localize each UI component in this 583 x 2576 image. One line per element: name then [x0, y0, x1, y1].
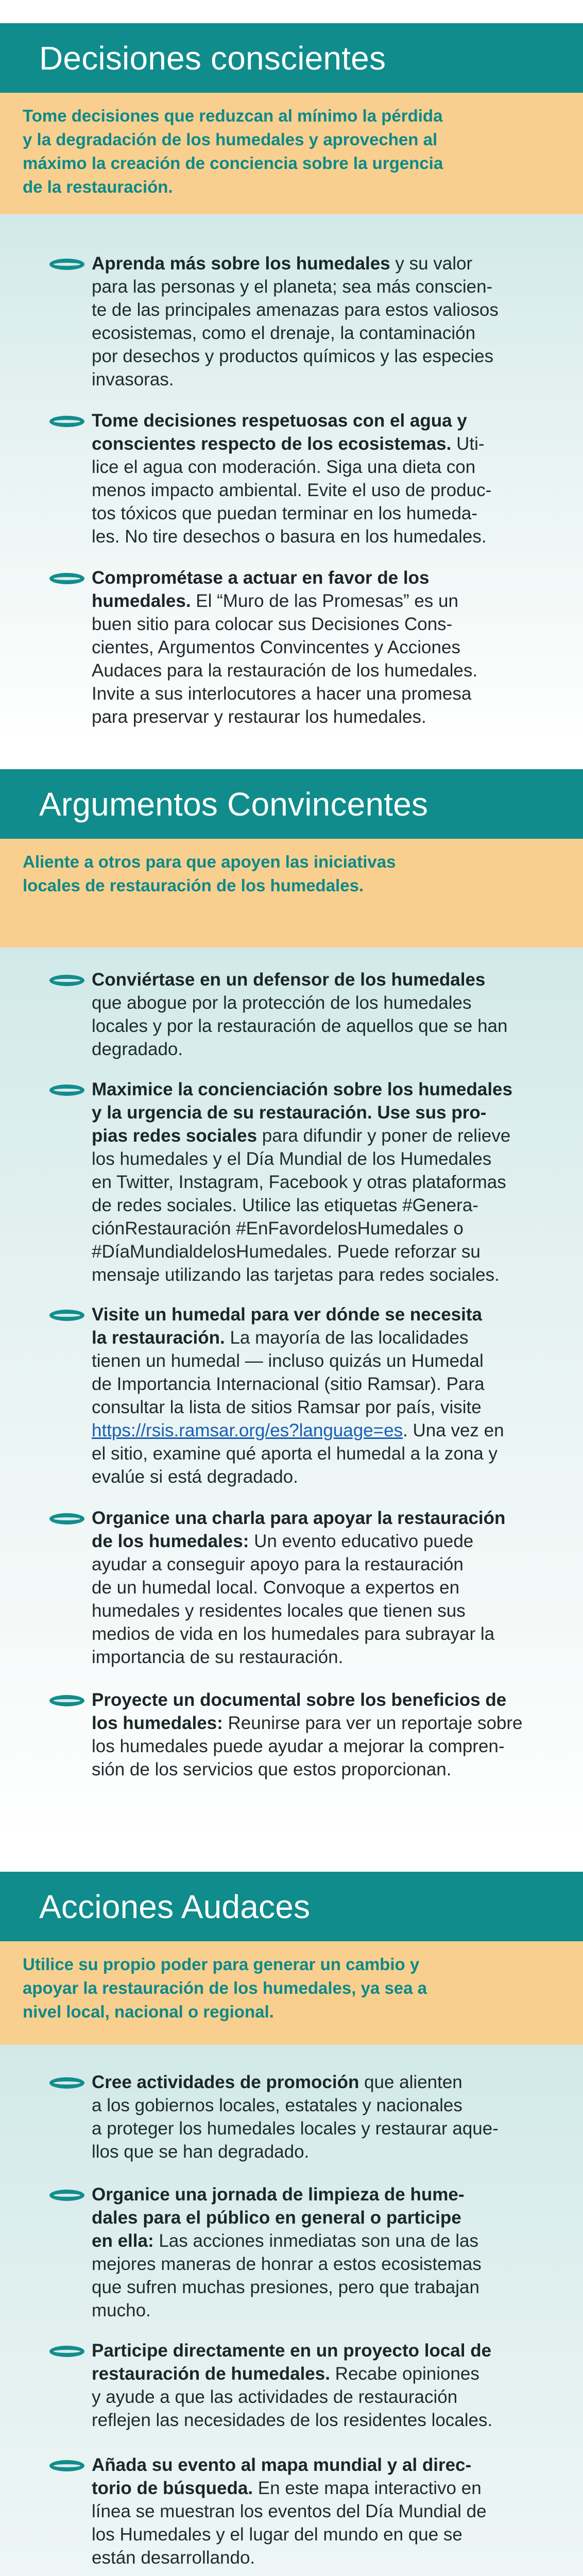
bullet-icon: [49, 2460, 84, 2471]
plain-phrase: Uti-: [451, 434, 485, 454]
text-line: [92, 705, 565, 728]
text-line: [92, 2229, 565, 2252]
plain-phrase: lice el agua con moderación. Siga una dieta con: [92, 457, 476, 477]
section-header: [0, 23, 583, 93]
text-line: [92, 2477, 565, 2500]
plain-phrase: para las personas y el planeta; sea más conscien-: [92, 277, 493, 297]
item-text: [92, 1506, 565, 1669]
plain-phrase: El “Muro de las Promesas” es un: [191, 591, 458, 611]
bold-phrase: en ella:: [92, 2231, 154, 2251]
plain-phrase: a los gobiernos locales, estatales y nacionales: [92, 2095, 462, 2115]
bullet-icon: [49, 259, 84, 270]
item-text: [92, 566, 565, 728]
plain-phrase: mensaje utilizando las tarjetas para redes sociales.: [92, 1265, 500, 1285]
plain-phrase: tos tóxicos que puedan terminar en los humeda-: [92, 503, 478, 523]
plain-phrase: ayudar a conseguir apoyo para la restauración: [92, 1554, 464, 1574]
text-line: [92, 1396, 565, 1419]
text-line: [92, 1465, 565, 1488]
text-line: [92, 2339, 565, 2362]
intro-line: de la restauración.: [23, 177, 173, 196]
text-line: [92, 2523, 565, 2546]
text-line: [92, 1530, 565, 1553]
plain-phrase: de un humedal local. Convoque a expertos en: [92, 1578, 460, 1598]
text-line: [92, 2362, 565, 2385]
plain-phrase: por desechos y productos químicos y las especies: [92, 346, 494, 366]
plain-phrase: que abogue por la protección de los humedales: [92, 993, 472, 1013]
section-decisiones: [0, 23, 583, 739]
bold-phrase: Comprométase a actuar en favor de los: [92, 568, 430, 588]
section-body: [0, 214, 583, 739]
intro-line: Tome decisiones que reduzcan al mínimo la pérdida: [23, 106, 443, 125]
plain-phrase: Recabe opiniones: [330, 2364, 479, 2384]
text-line: [92, 1576, 565, 1599]
plain-phrase: #DíaMundialdelosHumedales. Puede reforzar su: [92, 1242, 481, 1262]
plain-phrase: medios de vida en los humedales para subrayar la: [92, 1624, 495, 1644]
text-line: [92, 1622, 565, 1646]
plain-phrase: Reunirse para ver un reportaje sobre: [222, 1713, 523, 1733]
text-line: [92, 275, 565, 298]
bold-phrase: Aprenda más sobre los humedales: [92, 253, 390, 274]
plain-phrase: Invite a sus interlocutores a hacer una promesa: [92, 684, 472, 704]
section-body: [0, 947, 583, 1843]
intro-line: locales de restauración de los humedales.: [23, 876, 364, 895]
text-line: [92, 409, 565, 432]
text-line: [92, 991, 565, 1014]
text-line: [92, 2409, 565, 2432]
bold-phrase: Añada su evento al mapa mundial y al direc-: [92, 2455, 472, 2475]
text-line: [92, 1735, 565, 1758]
plain-phrase: sión de los servicios que estos proporcionan.: [92, 1759, 452, 1780]
plain-phrase: degradado.: [92, 1039, 183, 1059]
plain-phrase: La mayoría de las localidades: [225, 1328, 469, 1348]
plain-phrase: te de las principales amenazas para estos valiosos: [92, 300, 499, 320]
section-intro: [0, 1941, 583, 2045]
section-header: [0, 1872, 583, 1941]
text-line: [92, 1038, 565, 1061]
bullet-icon: [49, 573, 84, 584]
text-line: [92, 2094, 565, 2117]
plain-phrase: el sitio, examine qué aporta el humedal a la zona y: [92, 1444, 498, 1464]
text-line: [92, 2299, 565, 2322]
text-line: [92, 566, 565, 589]
text-line: [92, 525, 565, 548]
bullet-icon: [49, 1084, 84, 1096]
section-header: [0, 769, 583, 839]
plain-phrase: a proteger los humedales locales y restaurar aque-: [92, 2119, 499, 2139]
item-text: [92, 2183, 565, 2322]
text-line: [92, 1326, 565, 1349]
bold-phrase: Organice una charla para apoyar la restauración: [92, 1508, 506, 1528]
bold-phrase: Visite un humedal para ver dónde se necesita: [92, 1304, 482, 1325]
text-line: [92, 1217, 565, 1240]
text-line: [92, 502, 565, 525]
text-line: [92, 2500, 565, 2523]
bold-phrase: conscientes respecto de los ecosistemas.: [92, 434, 452, 454]
bold-phrase: Maximice la concienciación sobre los humedales: [92, 1079, 512, 1099]
plain-phrase: y su valor: [390, 253, 473, 274]
bold-phrase: torio de búsqueda.: [92, 2478, 253, 2498]
text-line: [92, 1419, 565, 1442]
text-line: [92, 2071, 565, 2094]
plain-phrase: cientes, Argumentos Convincentes y Acciones: [92, 637, 460, 657]
bullet-icon: [49, 2346, 84, 2357]
bold-phrase: los humedales:: [92, 1713, 223, 1733]
text-line: [92, 1758, 565, 1781]
bullet-icon: [49, 1513, 84, 1524]
plain-phrase: reflejen las necesidades de los residentes locales.: [92, 2410, 493, 2430]
plain-phrase: para difundir y poner de relieve: [257, 1126, 511, 1146]
bold-phrase: Conviértase en un defensor de los humedales: [92, 970, 486, 990]
text-line: [92, 1014, 565, 1038]
section-intro: [0, 93, 583, 214]
text-line: [92, 1646, 565, 1669]
text-line: [92, 1506, 565, 1530]
text-line: [92, 1124, 565, 1147]
bold-phrase: dales para el público en general o participe: [92, 2208, 461, 2228]
text-line: [92, 479, 565, 502]
text-line: [92, 298, 565, 321]
text-line: [92, 321, 565, 345]
bullet-icon: [49, 416, 84, 427]
plain-phrase: llos que se han degradado.: [92, 2142, 310, 2162]
plain-phrase: mejores maneras de honrar a estos ecosistemas: [92, 2254, 482, 2274]
item-text: [92, 252, 565, 391]
plain-phrase: en Twitter, Instagram, Facebook y otras plataformas: [92, 1172, 506, 1192]
bold-phrase: de los humedales:: [92, 1531, 249, 1551]
item-text: [92, 2071, 565, 2163]
plain-phrase: buen sitio para colocar sus Decisiones Cons-: [92, 614, 453, 634]
text-line: [92, 252, 565, 275]
plain-phrase: invasoras.: [92, 369, 174, 389]
text-line: [92, 432, 565, 455]
text-line: [92, 589, 565, 613]
text-line: [92, 368, 565, 391]
intro-line: Aliente a otros para que apoyen las iniciativas: [23, 852, 396, 871]
bullet-icon: [49, 2190, 84, 2201]
text-line: [92, 455, 565, 479]
text-line: [92, 2276, 565, 2299]
plain-phrase: mucho.: [92, 2300, 151, 2320]
plain-phrase: evalúe si está degradado.: [92, 1467, 298, 1487]
plain-phrase: y ayude a que las actividades de restauración: [92, 2387, 458, 2407]
text-line: [92, 2183, 565, 2206]
bullet-icon: [49, 975, 84, 986]
intro-line: apoyar la restauración de los humedales, ya sea a: [23, 1978, 427, 1997]
item-text: [92, 1303, 565, 1488]
plain-phrase: ciónRestauración #EnFavordelosHumedales o: [92, 1218, 464, 1239]
ramsar-link[interactable]: https://rsis.ramsar.org/es?language=es: [92, 1420, 403, 1440]
plain-phrase: los Humedales y el lugar del mundo en que se: [92, 2524, 462, 2545]
section-body: [0, 2045, 583, 2576]
plain-phrase: menos impacto ambiental. Evite el uso de produc-: [92, 480, 492, 500]
plain-phrase: consultar la lista de sitios Ramsar por país, visite: [92, 1397, 482, 1417]
plain-phrase: locales y por la restauración de aquellos que se han: [92, 1016, 508, 1036]
text-line: [92, 2385, 565, 2409]
text-line: [92, 1263, 565, 1286]
text-line: [92, 2453, 565, 2477]
text-line: [92, 1171, 565, 1194]
item-text: [92, 1688, 565, 1781]
bold-phrase: la restauración.: [92, 1328, 225, 1348]
plain-phrase: que sufren muchas presiones, pero que trabajan: [92, 2277, 479, 2297]
plain-phrase: tienen un humedal — incluso quizás un Humedal: [92, 1351, 484, 1371]
text-line: [92, 2546, 565, 2569]
bold-phrase: humedales.: [92, 591, 191, 611]
text-line: [92, 659, 565, 682]
bold-phrase: pias redes sociales: [92, 1126, 258, 1146]
text-line: [92, 968, 565, 991]
item-text: [92, 2453, 565, 2569]
intro-line: Utilice su propio poder para generar un cambio y: [23, 1955, 420, 1974]
plain-phrase: línea se muestran los eventos del Día Mundial de: [92, 2501, 487, 2521]
plain-phrase: humedales y residentes locales que tienen sus: [92, 1601, 466, 1621]
text-line: [92, 636, 565, 659]
text-line: [92, 1349, 565, 1372]
plain-phrase: Audaces para la restauración de los humedales.: [92, 660, 478, 681]
text-line: [92, 1688, 565, 1711]
text-line: [92, 1147, 565, 1171]
section-title: Argumentos Convincentes: [39, 785, 428, 823]
plain-phrase: los humedales y el Día Mundial de los Humedales: [92, 1149, 492, 1169]
text-line: [92, 682, 565, 705]
item-text: [92, 968, 565, 1061]
bullet-icon: [49, 2077, 84, 2089]
item-text: [92, 2339, 565, 2432]
intro-line: máximo la creación de conciencia sobre la urgencia: [23, 154, 443, 173]
plain-phrase: En este mapa interactivo en: [253, 2478, 482, 2498]
plain-phrase: de redes sociales. Utilice las etiquetas #Genera-: [92, 1195, 478, 1215]
plain-phrase: les. No tire desechos o basura en los humedales.: [92, 527, 487, 547]
text-line: [92, 1303, 565, 1326]
bold-phrase: Tome decisiones respetuosas con el agua y: [92, 411, 467, 431]
text-line: [92, 2206, 565, 2229]
text-line: [92, 2117, 565, 2140]
plain-phrase: que alienten: [359, 2072, 462, 2092]
section-intro: [0, 839, 583, 947]
bold-phrase: restauración de humedales.: [92, 2364, 330, 2384]
section-acciones: [0, 1872, 583, 2576]
plain-phrase: ecosistemas, como el drenaje, la contaminación: [92, 323, 476, 343]
plain-phrase: están desarrollando.: [92, 2548, 255, 2568]
bold-phrase: y la urgencia de su restauración. Use sus pro-: [92, 1103, 487, 1123]
plain-phrase: los humedales puede ayudar a mejorar la compren-: [92, 1736, 505, 1756]
text-line: [92, 1078, 565, 1101]
text-line: [92, 613, 565, 636]
text-line: [92, 1599, 565, 1622]
intro-line: nivel local, nacional o regional.: [23, 2002, 274, 2021]
text-line: [92, 1442, 565, 1465]
section-title: Decisiones conscientes: [39, 39, 386, 77]
text-line: [92, 1372, 565, 1396]
bullet-icon: [49, 1695, 84, 1706]
bold-phrase: Organice una jornada de limpieza de hume-: [92, 2184, 465, 2205]
plain-phrase: Un evento educativo puede: [249, 1531, 474, 1551]
text-line: [92, 345, 565, 368]
bold-phrase: Participe directamente en un proyecto local de: [92, 2341, 492, 2361]
item-text: [92, 1078, 565, 1286]
text-line: [92, 1553, 565, 1576]
item-text: [92, 409, 565, 548]
intro-line: y la degradación de los humedales y aprovechen al: [23, 130, 438, 149]
text-line: [92, 1711, 565, 1735]
section-argumentos: [0, 769, 583, 1843]
plain-phrase: para preservar y restaurar los humedales.: [92, 707, 426, 727]
text-line: [92, 2140, 565, 2163]
plain-phrase: de Importancia Internacional (sitio Ramsar). Para: [92, 1374, 485, 1394]
bullet-icon: [49, 1310, 84, 1321]
text-line: [92, 2252, 565, 2276]
text-line: [92, 1101, 565, 1124]
text-line: [92, 1194, 565, 1217]
bold-phrase: Cree actividades de promoción: [92, 2072, 359, 2092]
plain-phrase: Las acciones inmediatas son una de las: [153, 2231, 479, 2251]
text-line: [92, 1240, 565, 1263]
bold-phrase: Proyecte un documental sobre los beneficios de: [92, 1690, 507, 1710]
section-title: Acciones Audaces: [39, 1888, 311, 1925]
plain-phrase: importancia de su restauración.: [92, 1647, 344, 1667]
plain-phrase: . Una vez en: [403, 1420, 504, 1440]
